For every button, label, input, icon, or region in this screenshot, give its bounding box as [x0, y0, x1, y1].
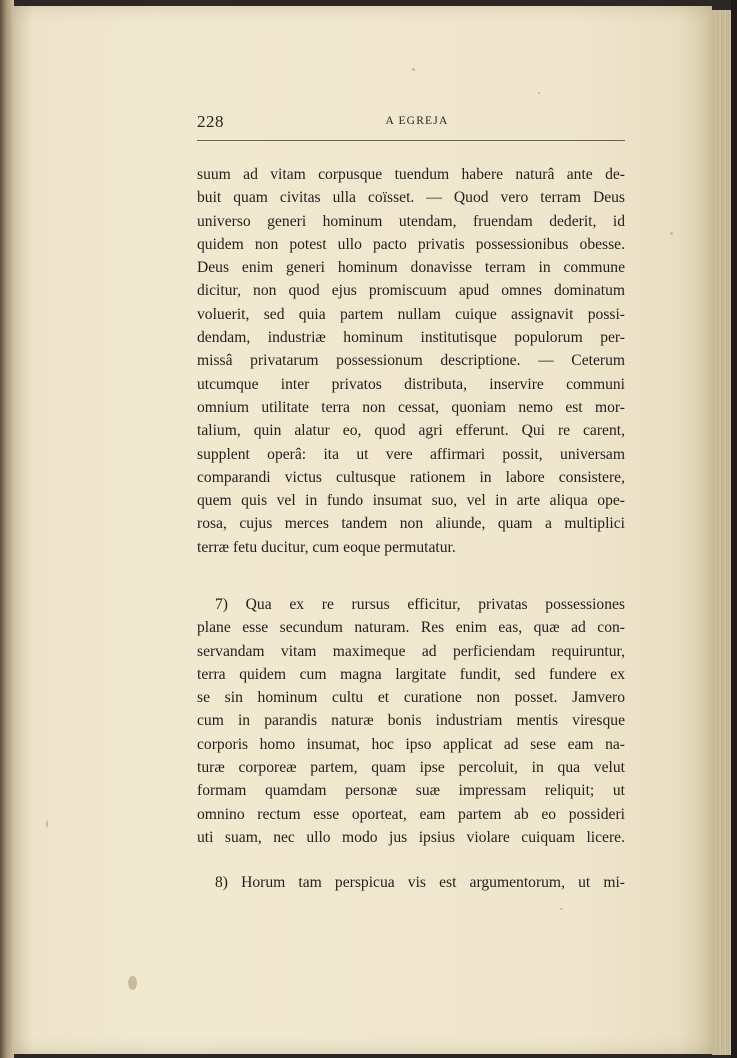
text-line: quidem non potest ullo pacto privatis possessionibus obesse.	[197, 235, 625, 253]
text-line: supplent operâ: ita ut vere affirmari possit, universam	[197, 445, 625, 463]
paper-stain	[128, 976, 137, 990]
text-line: omnium utilitate terra non cessat, quoniam nemo est mor-	[197, 398, 625, 416]
text-line: cum in parandis naturæ bonis industriam mentis viresque	[197, 712, 625, 730]
text-line: 7) Qua ex re rursus efficitur, privatas possessiones	[215, 596, 625, 613]
text-line: omnino rectum esse oporteat, eam partem ab eo possideri	[197, 805, 625, 823]
text-line: Deus enim generi hominum donavisse terram in commune	[197, 259, 625, 277]
page-number: 228	[197, 112, 224, 131]
text-line: uti suam, nec ullo modo jus ipsius violare cuiquam licere.	[197, 828, 625, 846]
text-line: utcumque inter privatos distributa, inservire communi	[197, 375, 625, 393]
text-line: talium, quin alatur eo, quod agri efferunt. Qui re carent,	[197, 422, 625, 440]
text-line: quem quis vel in fundo insumat suo, vel in arte aliqua ope-	[197, 492, 625, 510]
text-line: dicitur, non quod ejus promiscuum apud omnes dominatum	[197, 282, 625, 300]
text-line: terra quidem cum magna largitate fundit, sed fundere ex	[197, 665, 625, 683]
text-line: formam quamdam personæ suæ impressam reliquit; ut	[197, 782, 625, 800]
paper-speck	[538, 92, 540, 94]
paper-speck	[670, 232, 673, 235]
text-line: universo generi hominum utendam, fruendam dederit, id	[197, 212, 625, 230]
text-line: plane esse secundum naturam. Res enim eas, quæ ad con-	[197, 619, 625, 637]
text-line: suum ad vitam corpusque tuendum habere naturâ ante de-	[197, 166, 625, 183]
running-title: A EGREJA	[385, 115, 449, 127]
text-line: terræ fetu ducitur, cum eoque permutatur.	[197, 538, 456, 556]
text-line: servandam vitam maximeque ad perficiendam requiruntur,	[197, 642, 625, 660]
book-cover-edge	[731, 0, 737, 1058]
text-line: buit quam civitas ulla coïsset. — Quod vero terram Deus	[197, 189, 625, 207]
text-line: dendam, industriæ hominum institutisque populorum per-	[197, 329, 625, 347]
text-line: turæ corporeæ partem, quam ipse percoluit, in qua velut	[197, 759, 625, 777]
paragraph-7	[197, 593, 625, 849]
header-rule	[197, 140, 625, 141]
page-header	[197, 112, 625, 134]
text-line: corporis homo insumat, hoc ipso applicat ad sese eam na-	[197, 735, 625, 753]
paper-speck	[560, 908, 563, 910]
paragraph-continued	[197, 163, 625, 559]
paper-speck	[412, 68, 415, 71]
text-line: comparandi victus cultusque rationem in labore consistere,	[197, 468, 625, 486]
text-line: 8) Horum tam perspicua vis est argumentorum, ut mi-	[215, 874, 625, 891]
text-line: voluerit, sed quia partem nullam cuique assignavit possi-	[197, 305, 625, 323]
paragraph-8	[197, 871, 625, 894]
text-line: missâ privatarum possessionum descriptione. — Ceterum	[197, 352, 625, 370]
text-line: rosa, cujus merces tandem non aliunde, quam a multiplici	[197, 515, 625, 533]
paper-speck	[46, 820, 48, 828]
text-line: se sin hominum cultu et curatione non posset. Jamvero	[197, 689, 625, 707]
